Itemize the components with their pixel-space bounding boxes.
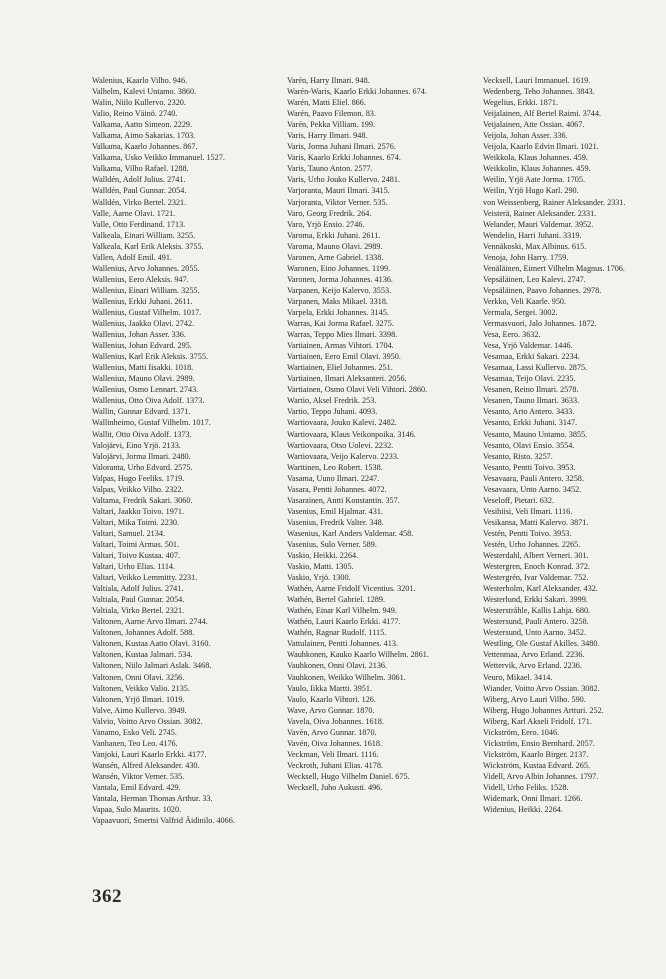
index-entry: Vanjoki, Lauri Kaarlo Erkki. 4177. [92, 749, 207, 759]
index-entry: Valkama, Aimo Sakarias. 1703. [92, 131, 196, 141]
index-entry: Vartiainen, Osmo Olavi Veli Vihtori. 2860. [287, 385, 428, 395]
index-entry: Waronen, Eino Johannes. 1199. [287, 263, 391, 273]
index-entry: Wathén, Lauri Kaarlo Erkki. 4177. [287, 617, 401, 627]
index-entry: Vavela, Oiva Johannes. 1618. [287, 716, 384, 726]
index-entry: Valtonen, Aarne Arvo Ilmari. 2744. [92, 617, 208, 627]
index-entry: Wallin, Gunnar Edvard. 1371. [92, 407, 191, 417]
index-entry: Valojärvi, Jorma Ilmari. 2480. [92, 451, 191, 461]
index-entry: Valtonen, Yrjö Ilmari. 1019. [92, 694, 185, 704]
index-entry: Warén, Matti Eliel. 866. [287, 98, 366, 108]
index-entry: Wallit, Otto Oiva Adolf. 1373. [92, 429, 192, 439]
index-entry: Vesanen, Tauno Ilmari. 3633. [483, 396, 580, 406]
index-entry: Widenius, Heikki. 2264. [483, 805, 563, 815]
index-entry: Valtonen, Onni Olavi. 3256. [92, 672, 185, 682]
index-entry: Valkama, Kaarlo Johannes. 867. [92, 142, 198, 152]
index-entry: Vasenius, Emil Hjalmar. 431. [287, 506, 383, 516]
index-entry: Vartiainen, Eero Emil Olavi. 3950. [287, 352, 401, 362]
index-entry: Verkko, Veli Kaarle. 950. [483, 296, 567, 306]
index-entry: Vaskio, Heikki. 2264. [287, 551, 359, 561]
index-entry: Westergrén, Ivar Valdemar. 752. [483, 573, 589, 583]
index-entry: Vesanto, Arto Antero. 3433. [483, 407, 575, 417]
index-entry: Valtari, Toimi Armas. 501. [92, 539, 180, 549]
index-entry: Valtiala, Adolf Julius. 2741. [92, 584, 184, 594]
index-entry: Valtari, Samuel. 2134. [92, 528, 165, 538]
index-entry: Venoja, John Harry. 1759. [483, 252, 569, 262]
index-entry: Valtari, Mika Toimi. 2230. [92, 517, 180, 527]
index-entry: Vesamaa, Lassi Kullervo. 2875. [483, 363, 588, 373]
index-entry: Wallenius, Johan Asser. 336. [92, 330, 186, 340]
index-entry: Vaulo, Kaarlo Vihtori. 126. [287, 694, 376, 704]
index-entry: Venäläinen, Eimert Vilhelm Magnus. 1706. [483, 263, 625, 273]
index-entry: Veuro, Mikael. 3414. [483, 672, 553, 682]
index-entry: Valtari, Veikko Lemmitty. 2231. [92, 573, 198, 583]
index-entry: Wallenius, Johan Edvard. 295. [92, 341, 192, 351]
index-entry: Westerlund, Erkki Sakari. 3999. [483, 595, 588, 605]
index-entry: Valpas, Hugo Feeliks. 1719. [92, 473, 185, 483]
index-entry: Varpela, Erkki Johannes. 3145. [287, 307, 389, 317]
index-entry: Varpanen, Keijo Kalervo. 3553. [287, 285, 392, 295]
index-entry: Wedenberg, Teho Johannes. 3843. [483, 87, 595, 97]
index-column-2 [287, 75, 459, 793]
index-entry: Walldén, Adolf Julius. 2741. [92, 175, 186, 185]
index-entry: Valkama, Aatto Simeon. 2229. [92, 120, 193, 130]
index-entry: Valtonen, Kustaa Jalmari. 534. [92, 650, 193, 660]
index-entry: Varoma, Mauno Olavi. 2989. [287, 241, 383, 251]
index-entry: Vepsäläinen, Paavo Johannes. 2978. [483, 285, 602, 295]
index-entry: Westerstråhle, Kallis Lahja. 680. [483, 606, 591, 616]
index-entry: Vecksell, Lauri Immanuel. 1619. [483, 76, 591, 85]
index-entry: Vasenius, Sulo Verner. 589. [287, 539, 377, 549]
index-entry: Veijola, Johan Asser. 336. [483, 131, 568, 141]
index-entry: Warras, Kai Jorma Rafael. 3275. [287, 319, 394, 329]
index-entry: Wallenius, Karl Erik Aleksis. 3755. [92, 352, 208, 362]
index-entry: Valkeala, Einari William. 3255. [92, 230, 196, 240]
index-entry: Vapaa, Sulo Maurits. 1020. [92, 805, 182, 815]
index-entry: Warén, Paavo Filemon. 83. [287, 109, 376, 119]
index-entry: Valtonen, Johannes Adolf. 588. [92, 628, 195, 638]
index-entry: Vanamo, Esko Veli. 2745. [92, 727, 177, 737]
index-entry: Walldén, Paul Gunnar. 2054. [92, 186, 187, 196]
index-entry: Wathén, Bertel Gabriel. 1289. [287, 595, 386, 605]
index-entry: Walin, Niilo Kullervo. 2320. [92, 98, 186, 108]
index-entry: Walenius, Kaarlo Vilho. 946. [92, 76, 188, 85]
index-entry: Wallenius, Erkki Juhani. 2611. [92, 296, 193, 306]
index-entry: Westersund, Pauli Antero. 3258. [483, 617, 589, 627]
index-entry: Vapaavuori, Smertsi Valfrid Äidinilo. 4066. [92, 816, 235, 826]
index-entry: Vantala, Emil Edvard. 429. [92, 783, 181, 792]
index-entry: Westling, Ole Gustaf Akilles. 3480. [483, 639, 600, 649]
index-entry: Vermala, Sergei. 3002. [483, 307, 558, 317]
index-entry: Varis, Kaarlo Erkki Johannes. 674. [287, 153, 401, 163]
index-entry: Valkama, Vilho Rafael. 1288. [92, 164, 189, 174]
index-entry: Valio, Reino Väinö. 2740. [92, 109, 178, 119]
index-entry: Vauhkonen, Weikko Wilhelm. 3061. [287, 672, 406, 682]
index-entry: Vesa, Yrjö Valdemar. 1446. [483, 341, 573, 351]
index-entry: Weilin, Yrjö Aate Jorma. 1705. [483, 175, 586, 185]
index-entry: Vasenius, Fredrik Valter. 348. [287, 517, 384, 527]
index-entry: Vantala, Herman Thomas Arthur. 33. [92, 794, 213, 804]
index-entry: Varis, Jorma Juhani Ilmari. 2576. [287, 142, 396, 152]
index-entry: Valtonen, Veikko Valio. 2135. [92, 683, 190, 693]
index-entry: Widemark, Onni Ilmari. 1266. [483, 794, 583, 804]
index-entry: Videll, Urho Feliks. 1528. [483, 783, 569, 792]
index-entry: Varis, Harry Ilmari. 948. [287, 131, 368, 141]
index-entry: Valtari, Jaakko Toivo. 1971. [92, 506, 185, 516]
index-entry: Wiberg, Hugo Johannes Artturi. 252. [483, 705, 604, 715]
index-entry: Wathén, Einar Karl Vilhelm. 949. [287, 606, 397, 616]
index-entry: Vesavaara, Unto Aarno. 3452. [483, 484, 582, 494]
index-entry: Vaskio, Yrjö. 1300. [287, 573, 351, 583]
index-entry: Valvio, Voitto Arvo Ossian. 3082. [92, 716, 203, 726]
index-entry: Wiander, Voitto Arvo Ossian. 3082. [483, 683, 600, 693]
index-entry: Vesa, Eero. 3632. [483, 330, 541, 340]
index-entry: Valtonen, Niilo Jalmari Aslak. 3468. [92, 661, 212, 671]
index-entry: Valtari, Urho Elias. 1114. [92, 562, 176, 572]
index-entry: Valve, Aimo Kullervo. 3949. [92, 705, 187, 715]
index-entry: Vattulainen, Pentti Johannes. 413. [287, 639, 398, 649]
index-entry: Wallinheimo, Gustaf Vilhelm. 1017. [92, 418, 211, 428]
index-entry: Varo, Yrjö Ensio. 2746. [287, 219, 365, 229]
index-entry: Wallenius, Eero Aleksis. 947. [92, 274, 189, 284]
index-entry: Vartiainen, Armas Vihtori. 1704. [287, 341, 394, 351]
index-entry: Wettervik, Arvo Erland. 2236. [483, 661, 582, 671]
index-entry: Wartiainen, Eliel Johannes. 251. [287, 363, 393, 373]
index-entry: Vesanto, Risto. 3257. [483, 451, 553, 461]
index-entry: Wendelin, Harri Juhani. 3319. [483, 230, 582, 240]
index-entry: Wallenius, Matti Iisakki. 1018. [92, 363, 194, 373]
index-entry: Vestén, Urho Johannes. 2265. [483, 539, 581, 549]
index-entry: Varo, Georg Fredrik. 264. [287, 208, 372, 218]
index-entry: Varpanen, Maks Mikael. 3318. [287, 296, 388, 306]
index-entry: Videll, Arvo Albin Johannes. 1797. [483, 771, 599, 781]
index-entry: Wecksell, Juho Aukusti. 496. [287, 783, 383, 792]
index-entry: Varonen, Jorma Johannes. 4136. [287, 274, 393, 284]
index-entry: Wallenius, Osmo Lennart. 2743. [92, 385, 199, 395]
index-entry: Vennäkoski, Max Albinus. 615. [483, 241, 587, 251]
index-entry: Walldén, Virko Bertel. 2321. [92, 197, 187, 207]
index-entry: Valoranta, Urho Edvard. 2575. [92, 462, 193, 472]
index-entry: Valojärvi, Eino Yrjö. 2133. [92, 440, 181, 450]
index-entry: Vartio, Teppo Juhani. 4093. [287, 407, 378, 417]
index-entry: Wecksell, Hugo Vilhelm Daniel. 675. [287, 771, 410, 781]
index-entry: Westersund, Unto Aarno. 3452. [483, 628, 587, 638]
index-entry: Vavén, Oiva Johannes. 1618. [287, 738, 383, 748]
index-entry: Wartio, Aksel Fredrik. 253. [287, 396, 377, 406]
index-entry: Vesavaara, Pauli Antero. 3258. [483, 473, 584, 483]
index-entry: Varis, Urho Jouko Kullervo. 2481. [287, 175, 401, 185]
index-entry: Vaulo, Iikka Martti. 3951. [287, 683, 373, 693]
index-entry: Warras, Teppo Mies Ilmari. 3398. [287, 330, 398, 340]
index-entry: Veckroth, Juhani Elias. 4178. [287, 760, 383, 770]
index-entry: Vauhkonen, Onni Olavi. 2136. [287, 661, 388, 671]
index-entry: Vickström, Ensio Bernhard. 2057. [483, 738, 595, 748]
index-entry: Veckman, Veli Ilmari. 1116. [287, 749, 379, 759]
index-entry: Valtama, Fredrik Sakari. 3060. [92, 495, 193, 505]
index-entry: Vesihiisi, Veli Ilmari. 1116. [483, 506, 573, 516]
index-entry: Wansén, Alfred Aleksander. 430. [92, 760, 200, 770]
index-entry: Vesanto, Olavi Ensio. 3554. [483, 440, 575, 450]
index-column-1 [92, 75, 264, 826]
index-entry: Varén, Pekka Villiam. 199. [287, 120, 376, 130]
index-entry: Vaskio, Matti. 1305. [287, 562, 354, 572]
index-entry: Veijalainen, Atte Ossian. 4067. [483, 120, 585, 130]
index-entry: Vartiainen, Ilmari Aleksanteri. 2056. [287, 374, 407, 384]
index-entry: Weikkola, Klaus Johannes. 459. [483, 153, 588, 163]
index-entry: Vepsäläinen, Leo Kalevi. 2747. [483, 274, 586, 284]
index-entry: Valkeala, Karl Erik Aleksis. 3755. [92, 241, 204, 251]
index-entry: Vesikansa, Matti Kalervo. 3871. [483, 517, 589, 527]
index-entry: Vallen, Adolf Emil. 491. [92, 252, 173, 262]
index-column-3 [483, 75, 657, 815]
index-entry: Wickström, Kustaa Edvard. 265. [483, 760, 590, 770]
index-entry: Wartiovaara, Jouko Kalevi. 2482. [287, 418, 397, 428]
index-entry: Vettenmaa, Arvo Erland. 2236. [483, 650, 585, 660]
index-entry: Veseloff, Pietari. 632. [483, 495, 555, 505]
index-entry: Wave, Arvo Gunnar. 1870. [287, 705, 375, 715]
index-entry: Warttinen, Leo Robert. 1538. [287, 462, 383, 472]
index-entry: Varén, Harry Ilmari. 948. [287, 76, 370, 85]
index-entry: Valkama, Usko Veikko Immanuel. 1527. [92, 153, 225, 163]
index-entry: Wallenius, Arvo Johannes. 2055. [92, 263, 200, 273]
index-entry: Wartiovaara, Veijo Kalervo. 2233. [287, 451, 399, 461]
index-entry: Varis, Tauno Anton. 2577. [287, 164, 373, 174]
index-entry: Wallenius, Jaakko Olavi. 2742. [92, 319, 195, 329]
index-entry: Wallenius, Otto Oiva Adolf. 1373. [92, 396, 205, 406]
index-entry: Wauhkonen, Kauko Kaarlo Wilhelm. 2861. [287, 650, 429, 660]
index-entry: Veisterä, Rainer Aleksander. 2331. [483, 208, 597, 218]
index-entry: Valtiala, Virko Bertel. 2321. [92, 606, 185, 616]
index-entry: Vasarainen, Antti Konstantin. 357. [287, 495, 400, 505]
index-entry: Wiberg, Karl Akseli Fridolf. 171. [483, 716, 592, 726]
index-entry: Varonen, Arne Gabriel. 1338. [287, 252, 384, 262]
index-entry: Welander, Mauri Valdemar. 3952. [483, 219, 594, 229]
index-entry: Wiberg, Arvo Lauri Vilho. 590. [483, 694, 586, 704]
index-entry: Wansén, Viktor Verner. 535. [92, 771, 185, 781]
index-entry: von Weissenberg, Rainer Aleksander. 2331. [483, 197, 626, 207]
index-entry: Warén-Waris, Kaarlo Erkki Johannes. 674. [287, 87, 427, 97]
index-entry: Vesamaa, Teijo Olavi. 2235. [483, 374, 576, 384]
index-entry: Veijalainen, Alf Bertel Raimi. 3744. [483, 109, 602, 119]
index-entry: Vesanen, Reino Ilmari. 2578. [483, 385, 579, 395]
index-entry: Varjoranta, Mauri Ilmari. 3415. [287, 186, 390, 196]
index-entry: Vesanto, Erkki Juhani. 3147. [483, 418, 578, 428]
index-entry: Valpas, Veikko Vilho. 2322. [92, 484, 184, 494]
index-entry: Vasara, Pentti Johannes. 4072. [287, 484, 387, 494]
index-entry: Wegelius, Erkki. 1871. [483, 98, 559, 108]
index-entry: Valle, Otto Ferdinand. 1713. [92, 219, 186, 229]
page-number: 362 [92, 886, 122, 907]
index-entry: Valle, Aarne Olavi. 1721. [92, 208, 176, 218]
index-entry: Valtiala, Paul Gunnar. 2054. [92, 595, 185, 605]
index-entry: Wathén, Aarne Fridolf Vicentius. 3201. [287, 584, 416, 594]
index-entry: Varoma, Erkki Juhani. 2611. [287, 230, 381, 240]
index-entry: Wartiovaara, Otso Uolevi. 2232. [287, 440, 394, 450]
index-entry: Westerdahl, Albert Verneri. 301. [483, 551, 589, 561]
index-entry: Vesanto, Mauno Untamo. 3855. [483, 429, 588, 439]
index-entry: Wasenius, Karl Anders Valdemar. 458. [287, 528, 414, 538]
index-entry: Westerholm, Karl Aleksander. 432. [483, 584, 598, 594]
index-entry: Weikkolin, Klaus Johannes. 459. [483, 164, 591, 174]
index-entry: Vestén, Pentti Toivo. 3953. [483, 528, 572, 538]
index-entry: Vermasvuori, Jalo Johannes. 1872. [483, 319, 597, 329]
index-entry: Valtari, Toivo Kustaa. 407. [92, 551, 180, 561]
index-entry: Vesanto, Pentti Toivo. 3953. [483, 462, 576, 472]
index-entry: Valtonen, Kustaa Aatto Olavi. 3160. [92, 639, 211, 649]
index-entry: Wallenius, Mauno Olavi. 2989. [92, 374, 195, 384]
index-entry: Vasama, Uuno Ilmari. 2247. [287, 473, 380, 483]
index-entry: Vickström, Eero. 1046. [483, 727, 560, 737]
index-entry: Vavén, Arvo Gunnar. 1870. [287, 727, 377, 737]
index-entry: Varjoranta, Viktor Verner. 535. [287, 197, 388, 207]
index-entry: Vesamaa, Erkki Sakari. 2234. [483, 352, 580, 362]
index-entry: Veijola, Kaarlo Edvin Ilmari. 1021. [483, 142, 599, 152]
index-entry: Weilin, Yrjö Hugo Karl. 290. [483, 186, 579, 196]
index-entry: Wallenius, Einari William. 3255. [92, 285, 200, 295]
index-entry: Vanhanen, Teo Leo. 4176. [92, 738, 178, 748]
index-entry: Wathén, Ragnar Rudolf. 1115. [287, 628, 387, 638]
index-entry: Westergren, Enoch Konrad. 372. [483, 562, 590, 572]
index-entry: Valhelm, Kalevi Untamo. 3860. [92, 87, 197, 97]
index-entry: Wartiovaara, Klaus Veikonpoika. 3146. [287, 429, 416, 439]
index-entry: Wallenius, Gustaf Vilhelm. 1017. [92, 307, 202, 317]
index-entry: Vickström, Kaarlo Birger. 2137. [483, 749, 589, 759]
